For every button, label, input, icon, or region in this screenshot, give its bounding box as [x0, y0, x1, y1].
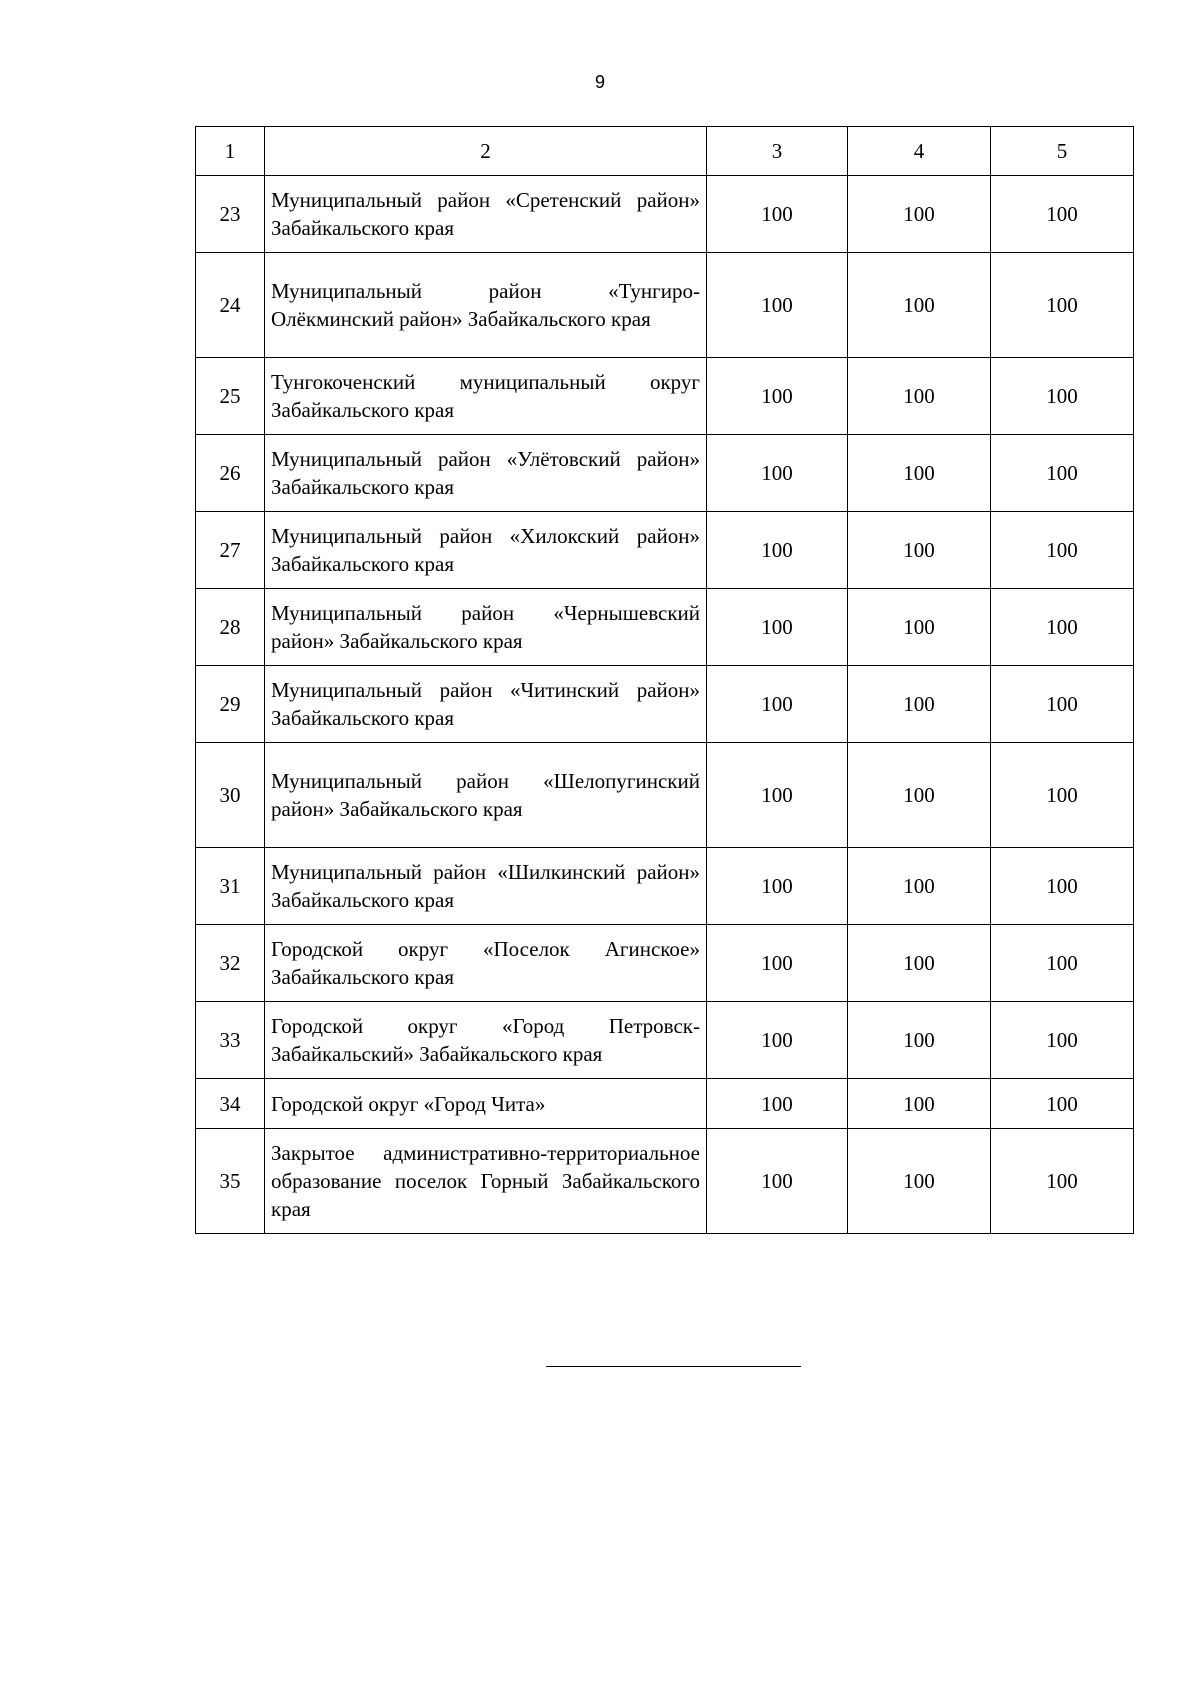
municipality-name-cell: Городской округ «Город Чита»: [265, 1079, 707, 1129]
table-row: [196, 848, 1134, 925]
municipality-name-cell: Муниципальный район «Сретенский район» Забайкальского края: [265, 176, 707, 253]
municipality-name-cell: Муниципальный район «Читинский район» Забайкальского края: [265, 666, 707, 743]
column-5-value-cell: 100: [991, 358, 1134, 435]
table-row: [196, 925, 1134, 1002]
column-5-value-cell: 100: [991, 435, 1134, 512]
column-3-value-cell: 100: [707, 925, 848, 1002]
column-3-value-cell: 100: [707, 435, 848, 512]
column-4-value-cell: 100: [848, 253, 991, 358]
table-row: [196, 435, 1134, 512]
header-cell-2: 2: [265, 127, 707, 176]
municipality-name-cell: Муниципальный район «Тунгиро-Олёкминский район» Забайкальского края: [265, 253, 707, 358]
table-row: [196, 743, 1134, 848]
column-5-value-cell: 100: [991, 589, 1134, 666]
column-4-value-cell: 100: [848, 1002, 991, 1079]
column-5-value-cell: 100: [991, 848, 1134, 925]
column-4-value-cell: 100: [848, 176, 991, 253]
header-cell-5: 5: [991, 127, 1134, 176]
footer-separator-line: [546, 1366, 801, 1367]
column-3-value-cell: 100: [707, 253, 848, 358]
column-4-value-cell: 100: [848, 848, 991, 925]
row-number-cell: 29: [196, 666, 265, 743]
column-3-value-cell: 100: [707, 1002, 848, 1079]
column-3-value-cell: 100: [707, 1129, 848, 1234]
municipality-name-cell: Муниципальный район «Шелопугинский район» Забайкальского края: [265, 743, 707, 848]
column-4-value-cell: 100: [848, 666, 991, 743]
row-number-cell: 24: [196, 253, 265, 358]
column-3-value-cell: 100: [707, 848, 848, 925]
column-5-value-cell: 100: [991, 666, 1134, 743]
row-number-cell: 26: [196, 435, 265, 512]
column-4-value-cell: 100: [848, 512, 991, 589]
column-5-value-cell: 100: [991, 925, 1134, 1002]
municipality-name-cell: Городской округ «Поселок Агинское» Забайкальского края: [265, 925, 707, 1002]
table-row: [196, 358, 1134, 435]
municipality-name-cell: Муниципальный район «Чернышевский район» Забайкальского края: [265, 589, 707, 666]
column-3-value-cell: 100: [707, 176, 848, 253]
table-row: [196, 589, 1134, 666]
column-5-value-cell: 100: [991, 743, 1134, 848]
data-table: [195, 126, 1134, 1234]
municipality-name-cell: Муниципальный район «Хилокский район» Забайкальского края: [265, 512, 707, 589]
municipality-name-cell: Муниципальный район «Улётовский район» Забайкальского края: [265, 435, 707, 512]
column-4-value-cell: 100: [848, 925, 991, 1002]
column-4-value-cell: 100: [848, 1079, 991, 1129]
column-3-value-cell: 100: [707, 512, 848, 589]
table-row: [196, 1002, 1134, 1079]
row-number-cell: 33: [196, 1002, 265, 1079]
municipality-name-cell: Городской округ «Город Петровск-Забайкальский» Забайкальского края: [265, 1002, 707, 1079]
column-5-value-cell: 100: [991, 1129, 1134, 1234]
row-number-cell: 28: [196, 589, 265, 666]
column-3-value-cell: 100: [707, 358, 848, 435]
municipality-name-cell: Тунгокоченский муниципальный округ Забайкальского края: [265, 358, 707, 435]
column-5-value-cell: 100: [991, 1079, 1134, 1129]
column-4-value-cell: 100: [848, 589, 991, 666]
column-4-value-cell: 100: [848, 435, 991, 512]
column-5-value-cell: 100: [991, 512, 1134, 589]
row-number-cell: 30: [196, 743, 265, 848]
column-4-value-cell: 100: [848, 358, 991, 435]
table-row: [196, 1079, 1134, 1129]
column-3-value-cell: 100: [707, 1079, 848, 1129]
column-5-value-cell: 100: [991, 253, 1134, 358]
column-5-value-cell: 100: [991, 1002, 1134, 1079]
column-3-value-cell: 100: [707, 743, 848, 848]
row-number-cell: 27: [196, 512, 265, 589]
column-5-value-cell: 100: [991, 176, 1134, 253]
table-row: [196, 1129, 1134, 1234]
row-number-cell: 34: [196, 1079, 265, 1129]
header-cell-4: 4: [848, 127, 991, 176]
column-3-value-cell: 100: [707, 666, 848, 743]
header-cell-3: 3: [707, 127, 848, 176]
row-number-cell: 23: [196, 176, 265, 253]
table-row: [196, 176, 1134, 253]
municipality-name-cell: Муниципальный район «Шилкинский район» Забайкальского края: [265, 848, 707, 925]
table-row: [196, 512, 1134, 589]
table-header-row: [196, 127, 1134, 176]
row-number-cell: 25: [196, 358, 265, 435]
table-row: [196, 666, 1134, 743]
row-number-cell: 32: [196, 925, 265, 1002]
column-4-value-cell: 100: [848, 1129, 991, 1234]
column-4-value-cell: 100: [848, 743, 991, 848]
row-number-cell: 35: [196, 1129, 265, 1234]
municipality-name-cell: Закрытое административно-территориальное образование поселок Горный Забайкальского края: [265, 1129, 707, 1234]
table-row: [196, 253, 1134, 358]
row-number-cell: 31: [196, 848, 265, 925]
column-3-value-cell: 100: [707, 589, 848, 666]
header-cell-1: 1: [196, 127, 265, 176]
page-number: 9: [594, 72, 605, 92]
